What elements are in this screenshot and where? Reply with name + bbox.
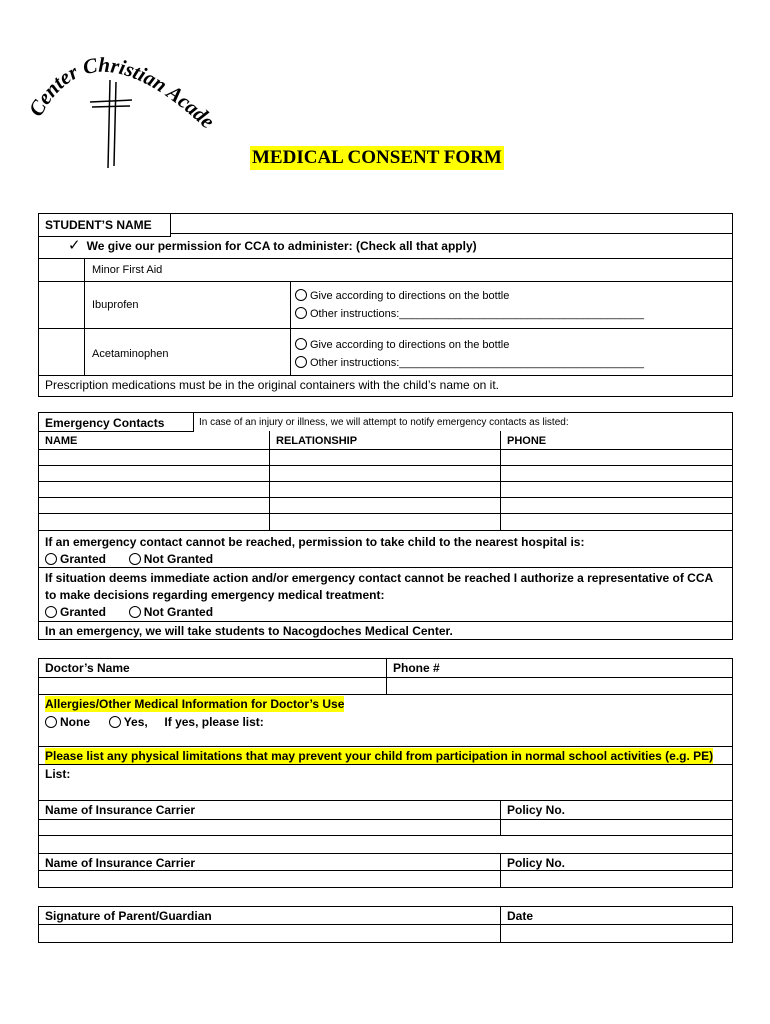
doctor-name-label: Doctor’s Name <box>45 661 130 675</box>
authorize-options <box>45 604 213 620</box>
allergies-none-option[interactable]: None <box>45 715 90 729</box>
hospital-permission-text: If an emergency contact cannot be reached, permission to take child to the nearest hospital is: <box>45 535 585 549</box>
ibuprofen-directions-option[interactable]: Give according to directions on the bottle <box>295 288 509 304</box>
permission-row <box>68 238 477 254</box>
date-label: Date <box>507 909 534 923</box>
school-logo <box>22 40 222 175</box>
svg-text:Center Christian Academy <box>22 40 220 133</box>
cross-icon <box>90 80 132 168</box>
radio-icon[interactable] <box>295 356 307 368</box>
radio-icon[interactable] <box>129 553 141 565</box>
allergies-if-yes: If yes, please list: <box>164 715 264 729</box>
allergies-label: Allergies/Other Medical Information for Doctor’s Use <box>45 697 345 711</box>
limitations-list-label: List: <box>45 767 71 781</box>
hospital-granted-option[interactable]: Granted <box>45 552 106 566</box>
policy-no-1-label: Policy No. <box>507 803 566 817</box>
insurance-carrier-2-label: Name of Insurance Carrier <box>45 856 196 870</box>
acetaminophen-directions-option[interactable]: Give according to directions on the bottle <box>295 337 509 353</box>
authorize-granted-option[interactable]: Granted <box>45 605 106 619</box>
allergies-options <box>45 714 264 730</box>
authorize-text-2: to make decisions regarding emergency medical treatment: <box>45 588 385 602</box>
student-name-label: STUDENT’S NAME <box>45 218 152 232</box>
nacogdoches-note: In an emergency, we will take students to Nacogdoches Medical Center. <box>45 624 453 638</box>
logo-text: Center Christian Acade <box>23 52 220 134</box>
radio-icon[interactable] <box>295 338 307 350</box>
emergency-note: In case of an injury or illness, we will attempt to notify emergency contacts as listed: <box>199 417 569 428</box>
radio-icon[interactable] <box>295 307 307 319</box>
radio-icon[interactable] <box>295 289 307 301</box>
acetaminophen-other-option[interactable]: Other instructions:________________________________________ <box>295 355 644 371</box>
prescription-note: Prescription medications must be in the original containers with the child’s name on it. <box>45 378 500 392</box>
permission-label: We give our permission for CCA to administer: (Check all that apply) <box>86 239 477 253</box>
hospital-options <box>45 551 213 567</box>
page-title: MEDICAL CONSENT FORM <box>252 147 502 168</box>
insurance-carrier-1-label: Name of Insurance Carrier <box>45 803 196 817</box>
minor-first-aid-label: Minor First Aid <box>92 264 163 276</box>
radio-icon[interactable] <box>129 606 141 618</box>
doctor-phone-label: Phone # <box>393 661 440 675</box>
radio-icon[interactable] <box>45 606 57 618</box>
allergies-yes-option[interactable]: Yes, <box>109 715 148 729</box>
radio-icon[interactable] <box>45 716 57 728</box>
policy-no-2-label: Policy No. <box>507 856 566 870</box>
radio-icon[interactable] <box>109 716 121 728</box>
hospital-not-granted-option[interactable]: Not Granted <box>129 552 213 566</box>
limitations-label: Please list any physical limitations that may prevent your child from participation in normal school activities (e.g. PE) <box>45 749 714 763</box>
signature-label: Signature of Parent/Guardian <box>45 909 212 923</box>
radio-icon[interactable] <box>45 553 57 565</box>
ibuprofen-label: Ibuprofen <box>92 299 139 311</box>
ibuprofen-other-option[interactable]: Other instructions:________________________________________ <box>295 306 644 322</box>
emergency-contacts-title: Emergency Contacts <box>45 416 165 430</box>
checkmark-icon: ✓ <box>68 237 81 254</box>
authorize-not-granted-option[interactable]: Not Granted <box>129 605 213 619</box>
authorize-text-1: If situation deems immediate action and/or emergency contact cannot be reached I authorize a representative of CCA <box>45 571 714 585</box>
col-relationship: RELATIONSHIP <box>276 435 358 447</box>
col-phone: PHONE <box>507 435 547 447</box>
acetaminophen-label: Acetaminophen <box>92 348 169 360</box>
col-name: NAME <box>45 435 78 447</box>
